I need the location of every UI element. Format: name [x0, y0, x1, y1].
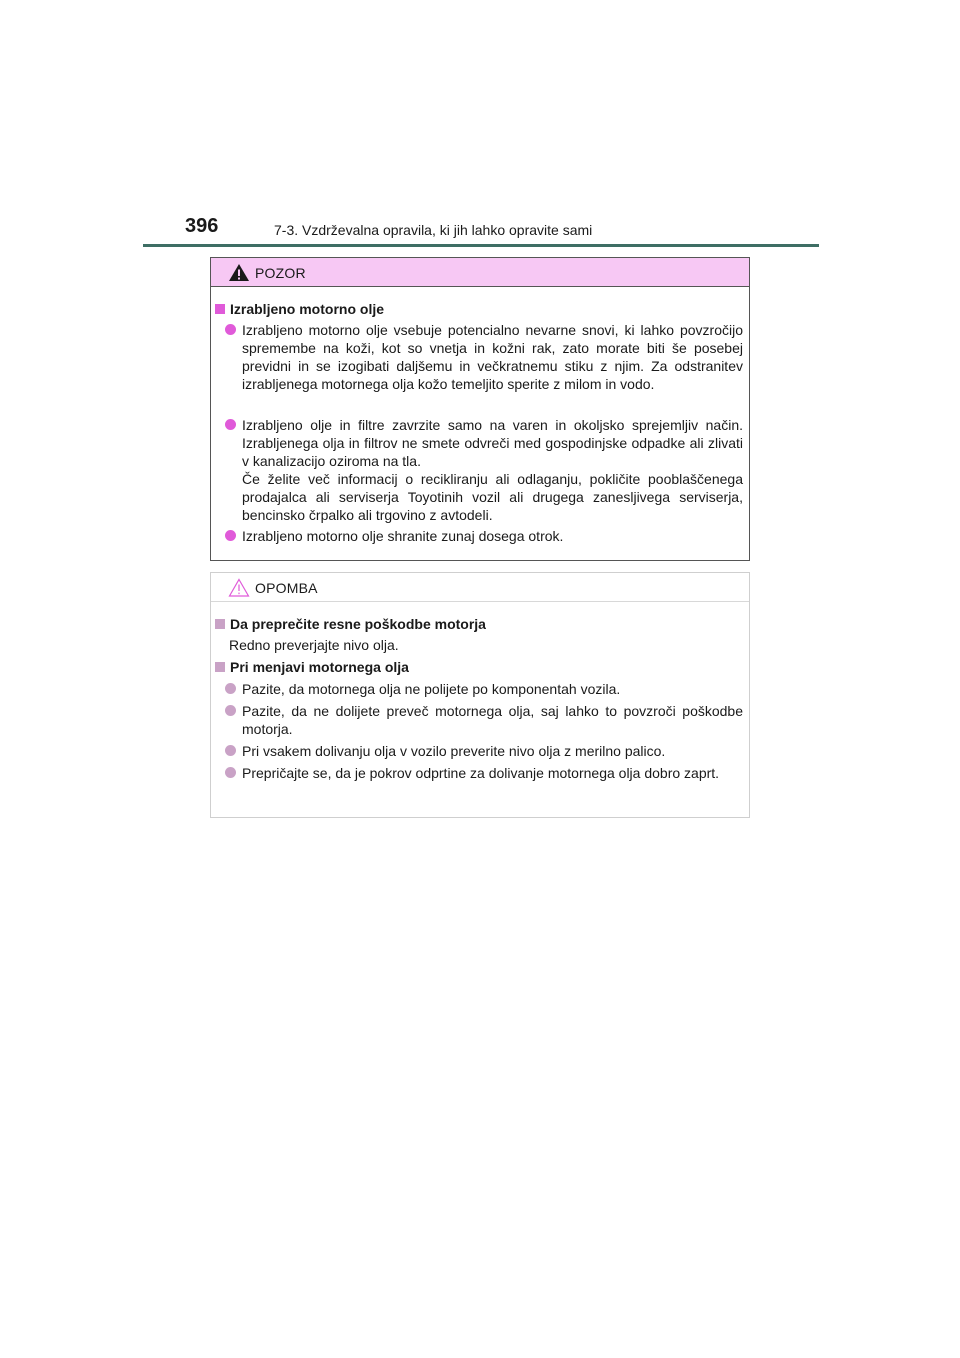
- notice-bullet-text: Pri vsakem dolivanju olja v vozilo preverite nivo olja z merilno palico.: [242, 743, 666, 759]
- caution-bullet: [225, 416, 743, 524]
- notice-bullet: [225, 680, 743, 698]
- notice-bullet-text: Prepričajte se, da je pokrov odprtine za dolivanje motornega olja dobro zaprt.: [242, 765, 720, 781]
- caution-title: POZOR: [255, 265, 306, 281]
- square-bullet-icon: [215, 662, 225, 672]
- notice-bullet-text: Pazite, da motornega olja ne polijete po komponentah vozila.: [242, 681, 621, 697]
- notice-heading-text: Pri menjavi motornega olja: [230, 659, 409, 675]
- caution-heading: [214, 301, 384, 317]
- caution-header: [211, 258, 749, 287]
- notice-heading: [214, 616, 486, 632]
- round-bullet-icon: [225, 683, 236, 694]
- notice-header: [211, 573, 749, 602]
- warning-triangle-outline-icon: [228, 578, 250, 597]
- notice-bullet-text: Pazite, da ne dolijete preveč motornega olja, saj lahko to povzroči poškodbe motorja.: [242, 703, 743, 737]
- caution-bullet-text: Izrabljeno motorno olje vsebuje potencialno nevarne snovi, ki lahko povzročijo spremembe na koži, kot so vnetja in kožni rak, zato morate biti še posebej previdni in se izogibati daljšemu in večkratnemu stiku z njim. Za odstranitev izrabljenega motornega olja kožo temeljito sperite z milom in vodo.: [242, 322, 743, 392]
- round-bullet-icon: [225, 530, 236, 541]
- round-bullet-icon: [225, 745, 236, 756]
- caution-bullet-text: Izrabljeno olje in filtre zavrzite samo na varen in okoljsko sprejemljiv način. Izrabljenega olja in filtrov ne smete odvreči med gospodinjske odpadke ali zlivati v kanalizacijo oziroma na tla. Če želite več informacij o recikliranju ali odlaganju, pokličite pooblaščenega prodajalca ali serviserja Toyotinih vozil ali drugega zanesljivega serviserja, bencinsko črpalko ali trgovino z avtodeli.: [242, 417, 743, 523]
- notice-text: Redno preverjajte nivo olja.: [229, 637, 399, 653]
- caution-bullet: [225, 527, 743, 545]
- caution-heading-text: Izrabljeno motorno olje: [230, 301, 385, 317]
- notice-bullet: [225, 702, 743, 738]
- notice-heading: [214, 659, 409, 675]
- square-bullet-icon: [215, 619, 225, 629]
- notice-bullet: [225, 742, 743, 760]
- notice-title: OPOMBA: [255, 580, 318, 596]
- caution-box: [210, 257, 750, 561]
- section-title: 7-3. Vzdrževalna opravila, ki jih lahko opravite sami: [274, 222, 593, 238]
- warning-triangle-filled-icon: [228, 263, 250, 282]
- header-divider: [143, 244, 819, 247]
- page-number: 396: [185, 215, 219, 237]
- round-bullet-icon: [225, 767, 236, 778]
- caution-bullet-text: Izrabljeno motorno olje shranite zunaj dosega otrok.: [242, 528, 564, 544]
- caution-bullet: [225, 321, 743, 393]
- page-header: [143, 212, 819, 248]
- square-bullet-icon: [215, 304, 225, 314]
- notice-box: [210, 572, 750, 818]
- notice-heading-text: Da preprečite resne poškodbe motorja: [230, 616, 486, 632]
- round-bullet-icon: [225, 419, 236, 430]
- notice-bullet: [225, 764, 743, 782]
- round-bullet-icon: [225, 705, 236, 716]
- round-bullet-icon: [225, 324, 236, 335]
